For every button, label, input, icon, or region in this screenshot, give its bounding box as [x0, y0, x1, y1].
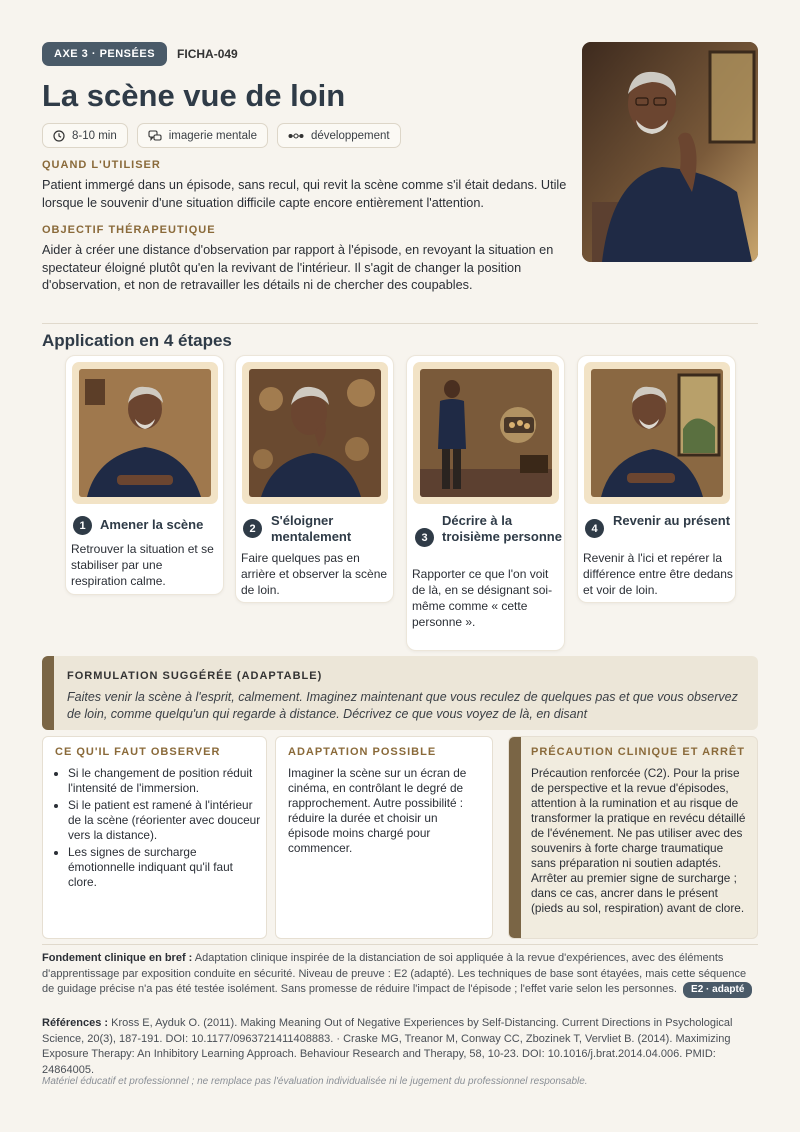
step-number: 4	[585, 519, 604, 538]
list-item: • Si le patient est ramené à l'intérieur de la scène (réorienter avec douceur vers la distance).	[68, 798, 264, 843]
step-image-frame	[72, 362, 218, 504]
precaution-box	[508, 736, 758, 939]
objective-text: Aider à créer une distance d'observation par rapport à l'épisode, en revoyant la situation en spectateur éloigné plutôt qu'en la revivant de l'intérieur. Il s'agit de changer la position d'observation, et non de retravailler les détails ni de chercher des coupables.	[42, 243, 554, 292]
formulation-text: Faites venir la scène à l'esprit, calmement. Imaginez maintenant que vous reculez de quelques pas et que vous observez de loin, comme quelqu'un qui regarde à distance. Décrivez ce que vous voyez de là, en disant	[67, 690, 738, 721]
when-label: QUAND L'UTILISER	[42, 159, 161, 171]
basis-label: Fondement clinique en bref :	[42, 952, 193, 964]
clinical-basis	[42, 951, 758, 998]
step-1-image	[79, 369, 211, 497]
axis-badge: AXE 3 · PENSÉES	[42, 42, 167, 66]
step-title: Décrire à la troisième personne	[442, 513, 562, 544]
chip-stage	[277, 123, 401, 148]
tag-row	[42, 42, 562, 66]
references-text: Kross E, Ayduk O. (2011). Making Meaning Out of Negative Experiences by Self-Distancing. Current Directions in Psychological Science, 20(3), 187-191. DOI: 10.1177/0963721411408883. · Craske MG, Treanor M, Conway CC, Zbozinek T, Vervliet B. (2014). Maximizing Exposure Therapy: An Inhibitory Learning Approach. Behaviour Research and Therapy, 58, 10-23. DOI: 10.1016/j.brat.2014.04.006. PMID: 24864005.	[42, 1017, 733, 1076]
evidence-badge: E2 · adapté	[683, 982, 752, 998]
step-card-3	[406, 355, 565, 651]
step-number: 2	[243, 519, 262, 538]
when-text: Patient immergé dans un épisode, sans recul, qui revit la scène comme s'il était dedans. Utile lorsque le souvenir d'une situation difficile capte encore entièrement l'attention.	[42, 178, 567, 210]
chip-technique	[137, 123, 268, 148]
observe-list	[68, 766, 264, 892]
page-title: La scène vue de loin	[42, 78, 346, 113]
header	[42, 42, 562, 148]
step-title: Amener la scène	[100, 517, 204, 532]
step-title: Revenir au présent	[613, 513, 731, 528]
step-description: Faire quelques pas en arrière et observer la scène de loin.	[241, 551, 388, 597]
progress-dots-icon	[288, 132, 304, 140]
step-image-frame	[584, 362, 730, 504]
step-description: Rapporter ce que l'on voit de là, en se désignant soi-même comme « cette personne ».	[412, 567, 553, 629]
suggested-formulation	[42, 656, 758, 730]
speech-bubbles-icon	[148, 130, 162, 142]
formulation-label: FORMULATION SUGGÉRÉE (ADAPTABLE)	[67, 670, 323, 682]
hero-portrait-image	[582, 42, 758, 262]
step-image-frame	[242, 362, 388, 504]
list-item: • Les signes de surcharge émotionnelle indiquant qu'il faut clore.	[68, 845, 264, 890]
divider	[42, 323, 758, 324]
disclaimer: Matériel éducatif et professionnel ; ne remplace pas l'évaluation individualisée ni le jugement du professionnel responsable.	[42, 1076, 588, 1087]
step-card-2	[235, 355, 394, 603]
observe-label: CE QU'IL FAUT OBSERVER	[55, 746, 221, 758]
accent-bar	[42, 656, 54, 730]
adaptation-box	[275, 736, 493, 939]
chip-label: imagerie mentale	[168, 129, 257, 142]
divider	[42, 944, 758, 945]
references-label: Références :	[42, 1017, 109, 1029]
chip-row	[42, 123, 562, 148]
step-number: 3	[415, 528, 434, 547]
step-image-frame	[413, 362, 559, 504]
step-description: Revenir à l'ici et repérer la différence entre être dedans et voir de loin.	[583, 551, 733, 597]
clock-icon	[53, 130, 65, 142]
list-item: • Si le changement de position réduit l'intensité de l'immersion.	[68, 766, 264, 796]
step-3-image	[420, 369, 552, 497]
objective-label: OBJECTIF THÉRAPEUTIQUE	[42, 224, 216, 236]
chip-label: développement	[310, 129, 390, 142]
chip-label: 8-10 min	[72, 129, 117, 142]
step-description: Retrouver la situation et se stabiliser par une respiration calme.	[71, 542, 214, 588]
precaution-text: Précaution renforcée (C2). Pour la prise de perspective et la revue d'épisodes, attention à la rumination et au risque de transformer la pratique en revécu détaillé de l'événement. Ne pas utiliser avec des souvenirs à forte charge traumatique sans préparation ni soutien adaptés. Arrêter au premier signe de surcharge ; dans ce cas, ancrer dans le présent (pieds au sol, respiration) avant de clore.	[531, 766, 746, 915]
step-4-image	[591, 369, 723, 497]
precaution-label: PRÉCAUTION CLINIQUE ET ARRÊT	[531, 746, 745, 758]
accent-bar	[509, 737, 521, 938]
step-card-1	[65, 355, 224, 595]
references	[42, 1016, 758, 1078]
step-card-4	[577, 355, 736, 603]
step-title: S'éloigner mentalement	[271, 513, 352, 544]
chip-duration	[42, 123, 128, 148]
steps-title: Application en 4 étapes	[42, 331, 232, 350]
step-2-image	[249, 369, 381, 497]
step-number: 1	[73, 516, 92, 535]
adaptation-label: ADAPTATION POSSIBLE	[288, 746, 437, 758]
adaptation-text: Imaginer la scène sur un écran de cinéma, en contrôlant le degré de rapprochement. Autre possibilité : réduire la durée et choisir un épisode moins chargé pour commencer.	[288, 766, 467, 855]
sheet-code: FICHA-049	[177, 47, 238, 61]
basis-text: Adaptation clinique inspirée de la distanciation de soi appliquée à la revue d'expériences, avec des éléments d'apprentissage par exposition conduite en sécurité. Niveau de preuve : E2 (adapté). Les techniques de base sont étayées, mais cette séquence de guidage précise n'a pas été testée isolément. Sans promesse de réduire l'impact de l'épisode ; l'effet varie selon les personnes.	[42, 952, 747, 995]
observe-box	[42, 736, 267, 939]
